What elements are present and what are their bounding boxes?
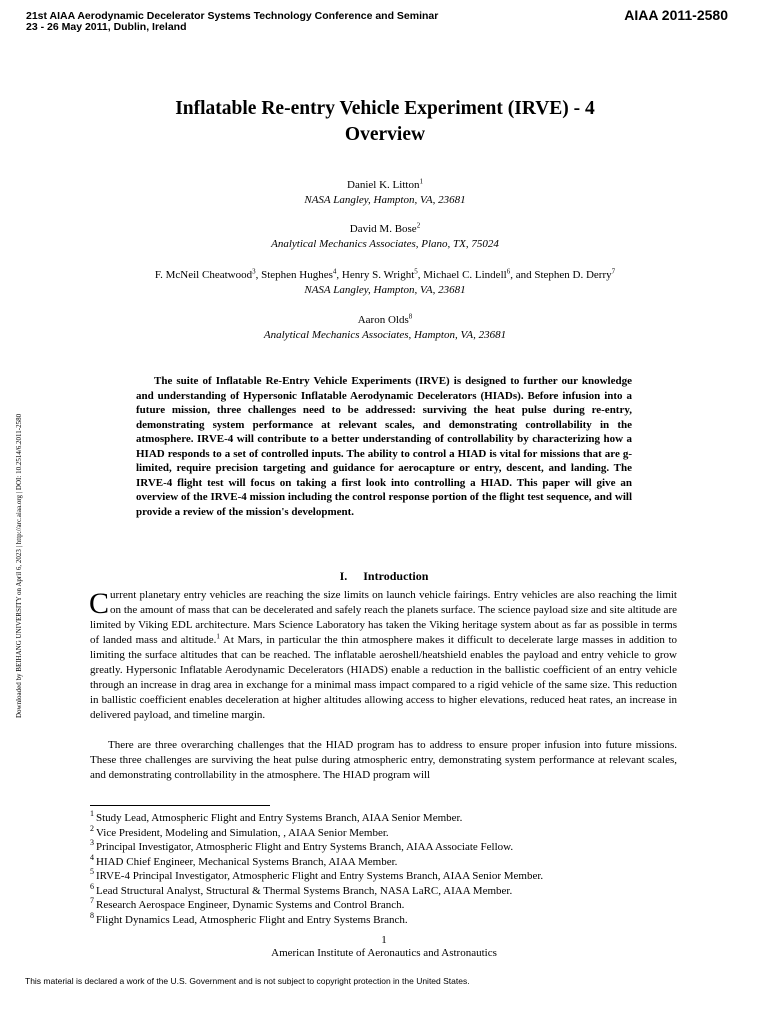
author-name: Aaron Olds: [357, 314, 409, 326]
footnote: [90, 811, 690, 826]
author-block-3: [60, 268, 710, 298]
footnote: [90, 898, 690, 913]
footnote-text: Research Aerospace Engineer, Dynamic Systems and Control Branch.: [96, 899, 405, 911]
drop-cap: C: [89, 587, 110, 620]
author-name: David M. Bose: [349, 223, 417, 235]
section-number: I.: [339, 569, 348, 583]
footnote-text: Flight Dynamics Lead, Atmospheric Flight and Entry Systems Branch.: [96, 913, 408, 926]
footnote-num: 6: [90, 881, 94, 891]
footnote-num: 1: [90, 809, 94, 819]
title-line-1: Inflatable Re-entry Vehicle Experiment (IRVE) - 4: [175, 98, 595, 119]
footnote-num: 3: [90, 838, 94, 848]
title-line-2: Overview: [344, 124, 426, 145]
author-block-2: [60, 222, 710, 252]
footnotes: [90, 811, 690, 927]
footnote-text: Study Lead, Atmospheric Flight and Entry Systems Branch, AIAA Senior Member.: [96, 812, 463, 824]
copyright-notice: This material is declared a work of the U.S. Government and is not subject to copyright protection in the United States.: [25, 976, 470, 986]
footnote-num: 4: [90, 852, 94, 862]
author-sup: 7: [611, 267, 616, 276]
intro-paragraph-1: [90, 588, 677, 723]
author-block-4: [60, 313, 710, 343]
footnote: [90, 881, 690, 899]
section-title: Introduction: [363, 569, 429, 583]
intro-paragraph-2: There are three overarching challenges that the HIAD program has to address to ensure proper infusion into future missions. These three challenges are surviving the heat pulse during atmospheric entry, demonstrating system performance at relevant scales, and demonstrating controllability in the atmosphere. The HIAD program will: [90, 739, 677, 781]
author-affiliation: NASA Langley, Hampton, VA, 23681: [304, 194, 466, 206]
publisher-line: American Institute of Aeronautics and Astronautics: [271, 947, 497, 959]
footnote-text: HIAD Chief Engineer, Mechanical Systems Branch, AIAA Member.: [96, 855, 398, 868]
author-name: , and Stephen D. Derry: [510, 269, 612, 281]
author-affiliation: Analytical Mechanics Associates, Hampton, VA, 23681: [263, 329, 507, 341]
download-watermark-text: Downloaded by BEIHANG UNIVERSITY on April 6, 2023 | http://arc.aiaa.org | DOI: 10.2514/6.2011-2580: [15, 413, 23, 718]
author-sup: 2: [416, 221, 421, 230]
author-affiliation: NASA Langley, Hampton, VA, 23681: [304, 284, 466, 296]
download-watermark: [3, 318, 23, 718]
author-name: , Stephen Hughes: [255, 269, 333, 281]
footnote-text: Lead Structural Analyst, Structural & Thermal Systems Branch, NASA LaRC, AIAA Member.: [96, 884, 513, 897]
footnote-num: 5: [90, 867, 94, 877]
conference-dates: 23 - 26 May 2011, Dublin, Ireland: [26, 21, 187, 33]
section-heading: [0, 569, 768, 584]
author-sup: 8: [408, 312, 413, 321]
footnote-num: 7: [90, 896, 94, 906]
paper-title: [80, 96, 690, 148]
footnote: [90, 840, 690, 855]
author-sup: 5: [414, 267, 418, 276]
paragraph-text: At Mars, in particular the thin atmosphere makes it difficult to decelerate large masses in addition to limiting the surface altitudes that can be reached. The inflatable aeroshell/heatshield enables the payload and entry vehicle to grow greatly. Hypersonic Inflatable Aerodynamic Decelerators (HIADS) enable a reduction in the ballistic coefficient of an entry vehicle through an increase in drag area in exchange for a minimal mass impact compared to a rigid vehicle of the same size. This reduction in ballistic coefficient enables deceleration at higher altitudes allowing access to higher elevations, reduced heat rates, an increase in delivered payload, and timeline margin.: [90, 634, 678, 721]
abstract: The suite of Inflatable Re-Entry Vehicle Experiments (IRVE) is designed to further our knowledge and understanding of Hypersonic Inflatable Aerodynamic Decelerators (HIADs). Before infusion into a future mission, three challenges need to be addressed: surviving the heat pulse during re-entry, demonstrating system performance at relevant scales, and demonstrating controllability in the atmosphere. IRVE-4 will contribute to a better understanding of controllability by characterizing how a HIAD responds to a set of controlled inputs. The ability to control a HIAD is vital for missions that are g-limited, require precision targeting and guidance for aerocapture or entry, descent, and landing. The IRVE-4 flight test will focus on taking a first look into controlling a HIAD. This paper will give an overview of the IRVE-4 mission including the control response portion of the flight test sequence, and will provide a review of the mission's development.: [136, 375, 632, 518]
author-affiliation: Analytical Mechanics Associates, Plano, TX, 75024: [271, 238, 499, 250]
author-sup: 3: [252, 267, 256, 276]
author-sup: 4: [332, 267, 337, 276]
paper-number: AIAA 2011-2580: [624, 7, 728, 23]
citation-sup: 1: [216, 632, 220, 641]
footnote-divider: [90, 805, 270, 806]
conference-name: 21st AIAA Aerodynamic Decelerator Systems Technology Conference and Seminar: [26, 10, 439, 22]
author-name: , Henry S. Wright: [336, 269, 415, 281]
paragraph-text: urrent planetary entry vehicles are reaching the size limits on launch vehicle fairings. Entry vehicles are also reaching the limit on the amount of mass that can be decelerated and safely reach the planets surface. The science payload size and site altitude are limited by Viking EDL architecture. Mars Science Laboratory has taken the Viking heritage system about as far as possible in terms of landed mass and altitude.: [90, 589, 677, 646]
page-number: 1: [381, 934, 387, 946]
footnote-num: 8: [90, 910, 94, 920]
author-block-1: [60, 178, 710, 208]
footnote: [90, 852, 690, 870]
author-sup: 1: [419, 177, 423, 186]
footnote: [90, 823, 690, 841]
footnote: [90, 869, 690, 884]
footnote: [90, 910, 690, 928]
footnote-num: 2: [90, 823, 94, 833]
author-name: , Michael C. Lindell: [417, 269, 507, 281]
author-name: F. McNeil Cheatwood: [154, 269, 253, 281]
footnote-text: Principal Investigator, Atmospheric Flight and Entry Systems Branch, AIAA Associate Fellow.: [96, 841, 514, 853]
author-sup: 6: [506, 267, 511, 276]
author-name: Daniel K. Litton: [347, 179, 420, 191]
footnote-text: Vice President, Modeling and Simulation, , AIAA Senior Member.: [96, 826, 389, 839]
conference-header: [26, 11, 438, 33]
footnote-text: IRVE-4 Principal Investigator, Atmospheric Flight and Entry Systems Branch, AIAA Senior Member.: [96, 870, 544, 882]
